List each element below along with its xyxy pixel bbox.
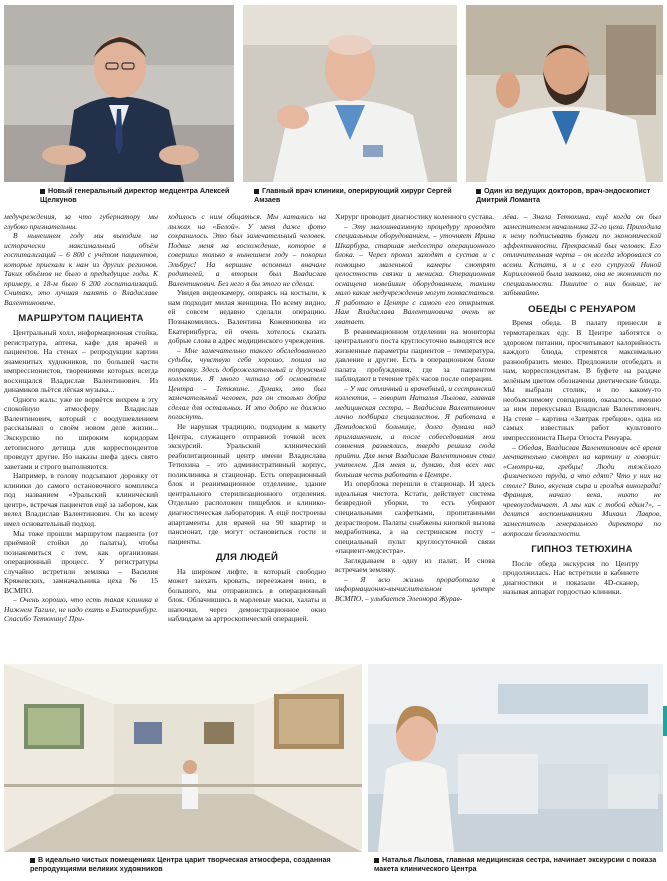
caption-marker xyxy=(30,858,35,863)
paragraph: В реанимационном отделении на мониторы центрального поста круглосуточно выводятся все жизненные параметры пациентов – температура, давление и другие. Есть в операционном блоке палата пробуждения, где за пациентом наблюдают в течение трёх часов после операции. xyxy=(335,326,495,384)
caption-endoscopist: Один из ведущих докторов, врач-эндоскопист Дмитрий Ломанта xyxy=(476,186,651,204)
photo-corridor xyxy=(4,664,362,852)
column-3 xyxy=(335,212,495,603)
paragraph: – Обедая, Владислав Валентинович всё время мечтательно смотрел на картину и говорил: «Смотри-ка, гребцы! Люди тяжёлого физического труда, а что едят? Что у них на столе? Вино, вкусная сыра и гроздья винограда! Франция, начало века, никто не чревоугодничает. А мы как с тобой едим?», – делится воспоминаниями Михаил Лавров, заместитель генерального директора по вопросам безопасности. xyxy=(503,442,661,538)
paragraph: – Эту малоинвазивную процедуру проводят специальным оборудованием, – уточняет Ирина Шкарбурa, старшая медсестра операционного блока. – Через прокол заходят в сустав и с помощью маленькой камеры смотрят целостность связки и мениска. Операционная оснащена новейшим оборудованием, такими мало какие медучреждения могут похвастаться. Я работаю в Центре с самого его открытия. Нам Владислава Валентиновича очень не хватает. xyxy=(335,221,495,327)
paragraph: медучреждения, за что губернатору мы глубоко признательны. xyxy=(4,212,158,231)
paragraph: Например, в голову подсыпают дорожку от клиники до самого остановочного комплекса под названием «Уральский клинический центр», встречая пациентов ещё за забором, как велел Владислав Валентинович. Он ко всему имел основательный подход. xyxy=(4,471,158,528)
paragraph: На широком лифте, в который свободно может заехать кровать, переезжаем вниз, в большого, мы отправились в операционный блок. Облачившись в марлевые маски, халаты и шапочки, через демонстрационное окно наблюдаем за артроскопической операцией. xyxy=(168,566,326,624)
column-2 xyxy=(168,212,326,624)
photo-chief-doctor xyxy=(243,5,457,182)
section-heading: ГИПНОЗ ТЕТЮХИНА xyxy=(531,544,633,556)
section-heading: ОБЕДЫ С РЕНУАРОМ xyxy=(528,303,636,315)
paragraph: Центральный холл, информационная стойка, регистратура, аптека, кафе для врачей и пациентов. На стенах – репродукции картин знаменитых художников, по большей части импрессионистов, творениями которых всегда восхищался Владислав Валентинович. Из динамиков льётся лёгкая музыка... xyxy=(4,328,158,395)
caption-marker xyxy=(254,189,259,194)
caption-model: Наталья Лылова, главная медицинская сестра, начинает экскурсии с показа макета клинического Центра xyxy=(374,855,657,873)
caption-marker xyxy=(374,858,379,863)
paragraph: Время обеда. В палату принесли в термотарелках еду. В Центре заботятся о здоровом питании, просчитывают калорийность каждого блюда, стремятся максимально разнообразить меню. Предложили отобедать и нам, корреспондентам. В буфете на раздаче зелёным цветом обозначены диетические блюда. Мы выбрали столик, и по какому-то необъяснимому совпадению, оказалось, именно за ним перекусывал Владислав Валентинович. На стене – картина «Завтрак гребцов», одна из самых известных работ культового импрессиониста Пьера Огюста Ренуара. xyxy=(503,318,661,443)
photo-model xyxy=(368,664,663,852)
section-heading: ДЛЯ ЛЮДЕЙ xyxy=(215,552,279,564)
paragraph: Из оперблока перешли в стационар. И здесь идеальная чистота. Кстати, действует система безвредной уборки, то есть убирают специальными салфетками, пропитанными дезраствором. Палаты снабжены кнопкой вызова медработника, а на сестринском посту – специальный пульт круглосуточной связи «пациент-медсестра». xyxy=(335,479,495,556)
paragraph: Заглядываем в одну из палат. И снова встречаем земляку. xyxy=(335,555,495,575)
paragraph: лёва. – Знала Тетюхина, ещё когда он был заместителем начальника 32-го цеха. Приходила к нему подписывать бумаги по экономической эффективности. Прекрасный был человек. Его отличительная черта – он всегда здоровался со всеми. Кстати, я и с его супругой Ниной Кирилловной была знакома, она не экономист по специальности. Пишите о них больше, не забывайте. xyxy=(503,212,661,298)
paragraph: Увидев видеокамеру, опираясь на костыли, к нам подходит милая женщина. По всему видно, ей совсем недавно сделали операцию. Познакомились. Валентина Кожевникова из Екатеринбурга, ей очень хотелось сказать добрые слова в адрес медицинского учреждения. xyxy=(168,288,326,346)
photo-director xyxy=(4,5,234,182)
paragraph: После обеда экскурсия по Центру продолжилась. Нас встретили в кабинете диагностики и показали 4D-сканер, называя аппарат гордостью клиники. xyxy=(503,558,639,597)
paragraph: Мы тоже прошли маршрутом пациента (от приёмной стойки до палаты), чтобы познакомиться с тем, как организован операционный процесс. У регистратуры случайно встретили земляка – Василия Кряжевских, замначальника цеха № 15 ВСМПО. xyxy=(4,528,158,595)
photo-endoscopist xyxy=(466,5,663,182)
column-1 xyxy=(4,212,158,624)
caption-director: Новый генеральный директор медцентра Алексей Щелкунов xyxy=(40,186,230,204)
paragraph: ходилось с ним общаться. Мы катались на лыжах на «Белой». У меня даже фото сохранилось. Это был замечательный человек. Подвиг меня на восхождение, которое я совершил только в нынешнем году – покорил Эльбрус! На вершине вспомнил вначале родителей, а вторым был Владислав Валентинович. Без него я бы этого не сделал. xyxy=(168,212,326,288)
paragraph: Хирург проводит диагностику коленного сустава. xyxy=(335,212,494,221)
paragraph: В нынешнем году мы выходим на исторически максимальный объём госпитализаций – 6 800 с учётом пациентов, которые приехали к нам из других регионов. Таких объёмов не было в предыдущие годы. К примеру, в 18-м было 6 200 госпитализаций. Считаю, это лучшая память о Владиславе Валентиновиче. xyxy=(4,231,158,307)
paragraph: Одного жаль: уже не ворвётся вихрем в эту спокойную атмосферу Владислав Валентинович, который с воодушевлением рассказывал о своём новом деле жизни... Экскурсию по широким коридорам летописного детища для корреспондентов проведут другие. Но наказы шефа здесь свято заветами и строго выполняются. xyxy=(4,394,158,471)
column-4 xyxy=(503,212,661,597)
paragraph: – Мне замечательно такого обследованного судьбы, чувствую себя хорошо, пошла на поправку. Здесь доброжелательный и дружный коллектив. Я много читала об основателе Центра – Тетюхине. Думаю, это был замечательный человек, раз он столько добра сделал для остальных. И это добро не должно погаснуть. xyxy=(168,345,326,422)
paragraph: – У нас отличный и врачебный, и сестринский коллектив, – говорит Наталья Лылова, главная медицинская сестра, – Владислав Валентинович лично подбирал специалистов. Я работала в Демидовской больнице, долго думала над приглашением, а после собеседования мои сомнения развеялись, твердо решила сюда прийти. Для меня Владислав Валентинович стал учителем. Для меня и, думаю, для всех нас большая честь работать в Центре. xyxy=(335,383,495,479)
paragraph: Не нарушая традицию, подходим к макету Центра, служащего отправной точкой всех экскурсий. Уральский клинический реабилитационный центр имени Владислава Тетюхина – это административный корпус, поликлиника и стационар. Есть операционный блок и реанимационное отделение, здание центрального стерилизационного отделения. Отдельно расположен пищеблок и клинико-диагностическая лаборатория. А ещё построены апартаменты для врачей на 90 квартир и пансионат, где могут остановиться гости и пациенты. xyxy=(168,422,326,546)
caption-corridor: В идеально чистых помещениях Центра царит творческая атмосфера, созданная репродукциями великих художников xyxy=(30,855,331,873)
caption-chief-doctor: Главный врач клиники, оперирующий хирург Сергей Амзаев xyxy=(254,186,452,204)
paragraph: – Я всю жизнь проработала в информационно-вычислительном центре ВСМПО, – улыбается Элеонора Журав- xyxy=(335,574,495,603)
caption-marker xyxy=(476,189,481,194)
paragraph: – Очень хорошо, что есть такая клиника в Нижнем Тагиле, не надо ехать в Екатеринбург. Спасибо Тетюхину! При- xyxy=(4,595,158,624)
caption-marker xyxy=(40,189,45,194)
section-heading: МАРШРУТОМ ПАЦИЕНТА xyxy=(18,313,144,325)
